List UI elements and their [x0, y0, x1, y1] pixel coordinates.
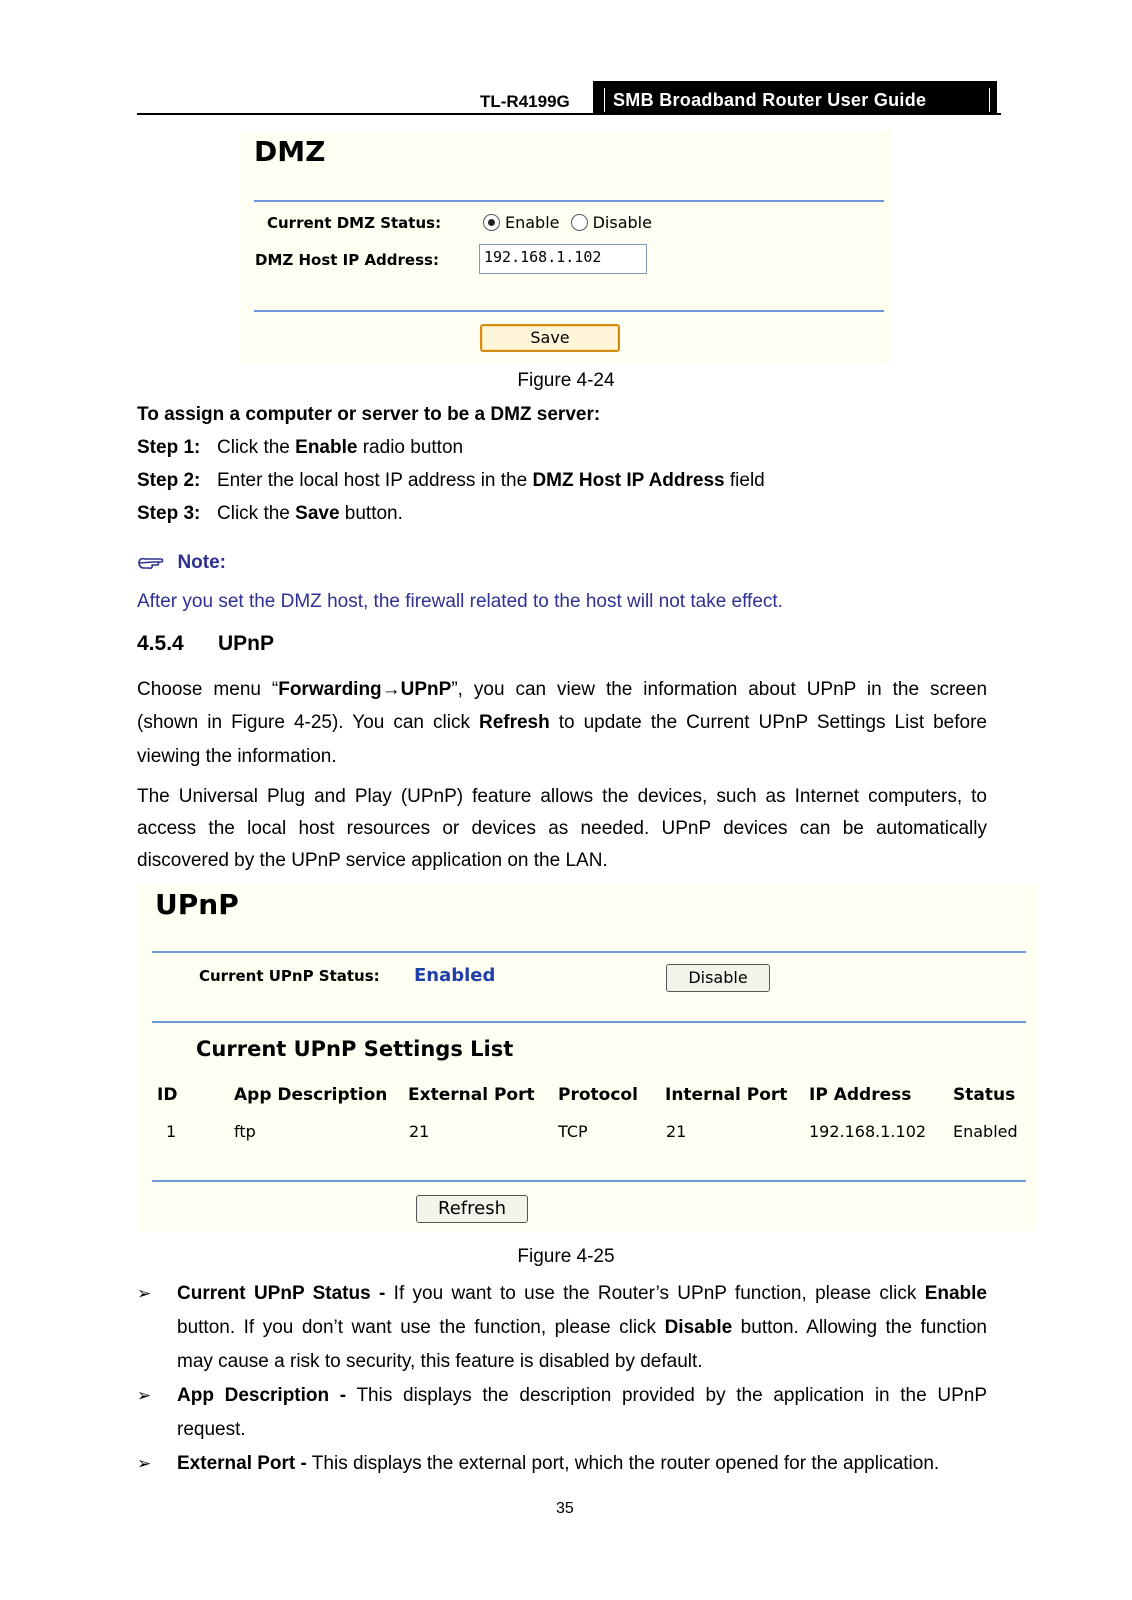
col-internal-port-header: Internal Port: [665, 1085, 788, 1105]
col-app-description-header: App Description: [234, 1085, 388, 1105]
bullet-3-t1: This displays the external port, which the router opened for the application.: [306, 1453, 940, 1474]
save-button[interactable]: Save: [480, 324, 620, 352]
step-1-bold: Enable: [295, 437, 358, 458]
para1-l2c: to update the Current UPnP Settings List before: [549, 712, 987, 733]
refresh-button[interactable]: Refresh: [416, 1195, 528, 1223]
step-2-bold: DMZ Host IP Address: [532, 470, 725, 491]
enable-radio[interactable]: [483, 214, 500, 231]
step-2: [137, 464, 765, 498]
row-1-internal-port: 21: [666, 1122, 687, 1141]
bullet-1-term: Current UPnP Status -: [177, 1283, 386, 1304]
note-text: After you set the DMZ host, the firewall related to the host will not take effect.: [137, 591, 783, 612]
row-1-status: Enabled: [953, 1122, 1018, 1141]
dmz-top-rule: [254, 200, 884, 202]
upnp-middle-rule: [152, 1021, 1026, 1023]
bullet-1-line2: [177, 1311, 987, 1345]
para1-l1c: ”, you can view the information about UPnP in the screen: [451, 679, 988, 700]
upnp-panel-title: UPnP: [155, 888, 239, 921]
bullet-1-t2c: button. Allowing the function: [732, 1317, 987, 1338]
upnp-status-value: Enabled: [414, 965, 496, 986]
disable-radio-label: Disable: [592, 213, 652, 232]
disable-button[interactable]: Disable: [666, 964, 770, 992]
dmz-host-ip-input[interactable]: 192.168.1.102: [479, 244, 647, 274]
upnp-status-label: Current UPnP Status:: [199, 967, 380, 985]
bullet-1-line3: may cause a risk to security, this feature is disabled by default.: [177, 1351, 703, 1372]
section-title: UPnP: [218, 632, 275, 655]
step-1-post: radio button: [357, 437, 464, 458]
pointing-hand-icon: [137, 554, 167, 572]
dmz-host-label: DMZ Host IP Address:: [255, 251, 439, 269]
bullet-3-line1: [177, 1447, 939, 1481]
dmz-panel-title: DMZ: [254, 135, 326, 168]
upnp-top-rule: [152, 951, 1026, 953]
enable-radio-label: Enable: [505, 213, 560, 232]
row-1-ip-address: 192.168.1.102: [809, 1122, 927, 1141]
step-3-post: button.: [339, 503, 403, 524]
step-1-pre: Click the: [217, 437, 296, 458]
bullet-1-marker: ➢: [137, 1284, 152, 1303]
document-model: TL-R4199G: [480, 92, 570, 111]
para1-line1: [137, 673, 987, 707]
bullet-1-disable: Disable: [664, 1317, 733, 1338]
col-ip-address-header: IP Address: [809, 1085, 912, 1105]
disable-radio[interactable]: [571, 214, 588, 231]
para1-l2a: (shown in Figure 4-25). You can click: [137, 712, 479, 733]
row-1-protocol: TCP: [558, 1122, 588, 1141]
para1-line2: [137, 706, 987, 740]
step-3-bold: Save: [295, 503, 340, 524]
step-3-pre: Click the: [217, 503, 296, 524]
refresh-ref: Refresh: [478, 712, 550, 733]
row-1-external-port: 21: [409, 1122, 430, 1141]
bullet-2-t1: This displays the description provided by the application in the UPnP: [346, 1385, 987, 1406]
col-protocol-header: Protocol: [558, 1085, 638, 1105]
settings-list-title: Current UPnP Settings List: [196, 1037, 514, 1061]
bullet-2-line1: [177, 1379, 987, 1413]
bullet-2-line2: request.: [177, 1419, 246, 1440]
figure-4-25-caption: Figure 4-25: [517, 1246, 615, 1267]
bullet-1-t2: button. If you don’t want use the function, please click: [177, 1317, 665, 1338]
dmz-status-label: Current DMZ Status:: [267, 214, 442, 232]
para1-l1a: Choose menu “: [137, 679, 279, 700]
step-3-label: Step 3:: [137, 503, 201, 524]
upnp-panel: [137, 885, 1037, 1231]
para2-line2: access the local host resources or devices as needed. UPnP devices can be automatically: [137, 818, 987, 839]
bullet-2-marker: ➢: [137, 1386, 152, 1405]
dmz-bottom-rule: [254, 310, 884, 312]
upnp-bottom-rule: [152, 1180, 1026, 1182]
para2-line3: discovered by the UPnP service application on the LAN.: [137, 850, 608, 871]
step-3: [137, 497, 403, 531]
step-1: [137, 431, 463, 465]
note-label: Note:: [177, 552, 227, 573]
para1-line3: viewing the information.: [137, 746, 337, 767]
row-1-app-description: ftp: [234, 1122, 256, 1141]
row-1-id: 1: [166, 1122, 177, 1141]
menu-path: Forwarding→UPnP: [278, 679, 452, 700]
note-heading: [137, 552, 226, 574]
step-2-pre: Enter the local host IP address in the: [217, 470, 533, 491]
step-1-label: Step 1:: [137, 437, 201, 458]
step-2-post: field: [724, 470, 765, 491]
bullet-3-marker: ➢: [137, 1454, 152, 1473]
bullet-1-line1: [177, 1277, 987, 1311]
section-heading: [137, 632, 274, 656]
section-number: 4.5.4: [137, 632, 184, 655]
bullet-2-term: App Description -: [177, 1385, 347, 1406]
col-status-header: Status: [953, 1085, 1016, 1105]
dmz-panel: [240, 131, 892, 363]
bullet-3-term: External Port -: [177, 1453, 307, 1474]
dmz-status-radio-group: [483, 212, 658, 232]
step-2-label: Step 2:: [137, 470, 201, 491]
assign-heading: To assign a computer or server to be a DMZ server:: [137, 404, 601, 425]
col-id-header: ID: [157, 1085, 178, 1105]
guide-title: SMB Broadband Router User Guide: [604, 88, 990, 112]
page-number: 35: [556, 1500, 574, 1517]
header-rule: [137, 113, 1001, 115]
para2-line1: The Universal Plug and Play (UPnP) feature allows the devices, such as Internet computers, to: [137, 786, 987, 807]
bullet-1-t1: If you want to use the Router’s UPnP function, please click: [385, 1283, 925, 1304]
col-external-port-header: External Port: [408, 1085, 535, 1105]
bullet-1-enable: Enable: [924, 1283, 987, 1304]
figure-4-24-caption: Figure 4-24: [517, 370, 615, 391]
